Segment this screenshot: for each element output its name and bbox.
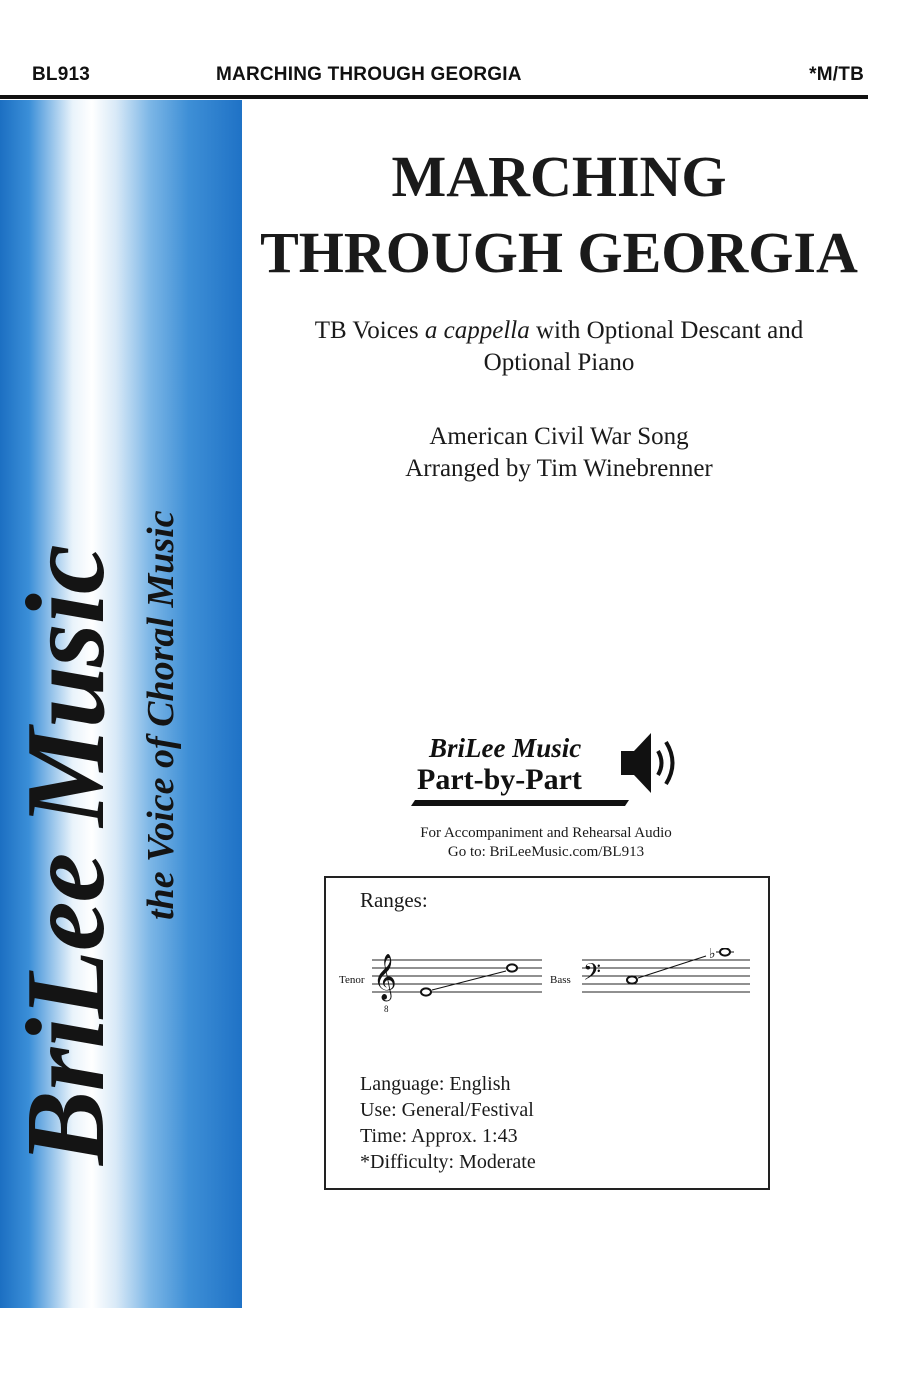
ranges-heading: Ranges: [360, 888, 428, 912]
bass-clef-icon: 𝄢 [583, 958, 602, 991]
part-by-part-brand: BriLee Music [429, 733, 582, 763]
bass-label: Bass [550, 974, 571, 986]
subtitle-line-2: Optional Piano [483, 349, 635, 376]
logo-underline-swoosh [411, 800, 629, 806]
bass-range-staff [582, 948, 752, 1018]
info-difficulty: *Difficulty: Moderate [360, 1151, 536, 1173]
header-title: MARCHING THROUGH GEORGIA [216, 64, 522, 85]
treble-clef-icon: 𝄞 [373, 954, 397, 1000]
voicing-code: *M/TB [809, 64, 864, 85]
info-language: Language: English [360, 1073, 511, 1095]
brand-tagline-vertical: the Voice of Choral Music [140, 510, 182, 920]
song-origin: American Civil War Song [429, 423, 689, 450]
bass-low-note [627, 976, 637, 983]
tenor-high-note [507, 964, 517, 971]
subtitle-suffix: with Optional Descant and [529, 317, 804, 344]
flat-icon: ♭ [709, 948, 716, 962]
header-bar [0, 0, 868, 100]
tenor-range-staff [372, 948, 542, 1018]
subtitle-prefix: TB Voices [314, 317, 425, 344]
tenor-low-note [421, 988, 431, 995]
brand-name-vertical: BriLee Music [4, 545, 128, 1165]
ranges-info-box [324, 876, 770, 1190]
subtitle-line-1 [250, 314, 868, 347]
audio-url[interactable]: Go to: BriLeeMusic.com/BL913 [447, 844, 645, 860]
part-by-part-product: Part-by-Part [417, 763, 582, 796]
tenor-range-line [432, 971, 506, 990]
audio-note: For Accompaniment and Rehearsal Audio [420, 825, 672, 841]
info-use: Use: General/Festival [360, 1099, 534, 1121]
bass-range-line [638, 956, 706, 978]
title-line-1: MARCHING [391, 144, 727, 209]
tenor-staff-lines [372, 960, 542, 992]
octave-marker: 8 [384, 1004, 389, 1014]
catalog-code: BL913 [32, 64, 91, 85]
title-line-2: THROUGH GEORGIA [260, 220, 858, 285]
bass-high-note [720, 948, 730, 955]
info-time: Time: Approx. 1:43 [360, 1125, 518, 1147]
arranger-credit: Arranged by Tim Winebrenner [405, 455, 713, 482]
subtitle-italic: a cappella [424, 317, 530, 344]
bass-staff-lines [582, 960, 750, 992]
speaker-icon [621, 733, 673, 793]
part-by-part-logo [405, 727, 690, 813]
tenor-label: Tenor [339, 974, 365, 986]
brand-side-band [0, 100, 242, 1308]
header-rule [0, 95, 868, 99]
